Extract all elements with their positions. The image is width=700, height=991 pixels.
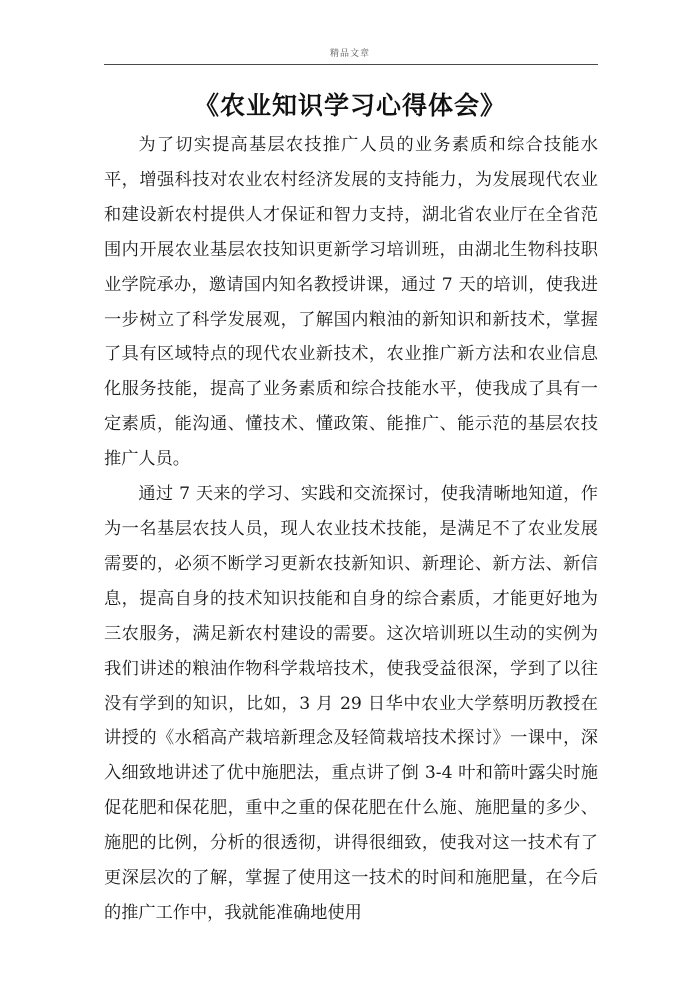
document-title: 《农业知识学习心得体会》	[193, 91, 506, 120]
page-header-label: 精品文章	[329, 49, 370, 59]
header-divider	[104, 64, 598, 65]
paragraph-2: 通过 7 天来的学习、实践和交流探讨，使我清晰地知道，作为一名基层农技人员，现人农业技术技能，是满足不了农业发展需要的，必须不断学习更新农技新知识、新理论、新方法、新信息，提高自身的技术知识技能和自身的综合素质，才能更好地为三农服务，满足新农村建设的需要。这次培训班以生动的实例为我们讲述的粮油作物科学栽培技术，使我受益很深，学到了以往没有学到的知识，比如，3 月 29 日华中农业大学蔡明历教授在讲授的《水稻高产栽培新理念及轻简栽培技术探讨》一课中，深入细致地讲述了优中施肥法，重点讲了倒 3-4 叶和箭叶露尖时施促花肥和保花肥，重中之重的保花肥在什么施、施肥量的多少、施肥的比例，分析的很透彻，讲得很细致，使我对这一技术有了更深层次的了解，掌握了使用这一技术的时间和施肥量，在今后的推广工作中，我就能准确地使用	[104, 484, 598, 923]
paragraph-1: 为了切实提高基层农技推广人员的业务素质和综合技能水平，增强科技对农业农村经济发展的支持能力，为发展现代农业和建设新农村提供人才保证和智力支持，湖北省农业厅在全省范围内开展农业基层农技知识更新学习培训班，由湖北生物科技职业学院承办，邀请国内知名教授讲课，通过 7 天的培训，使我进一步树立了科学发展观，了解国内粮油的新知识和新技术，掌握了具有区域特点的现代农业新技术，农业推广新方法和农业信息化服务技能，提高了业务素质和综合技能水平，使我成了具有一定素质，能沟通、懂技术、懂政策、能推广、能示范的基层农技推广人员。	[104, 135, 598, 470]
document-body	[104, 128, 598, 931]
